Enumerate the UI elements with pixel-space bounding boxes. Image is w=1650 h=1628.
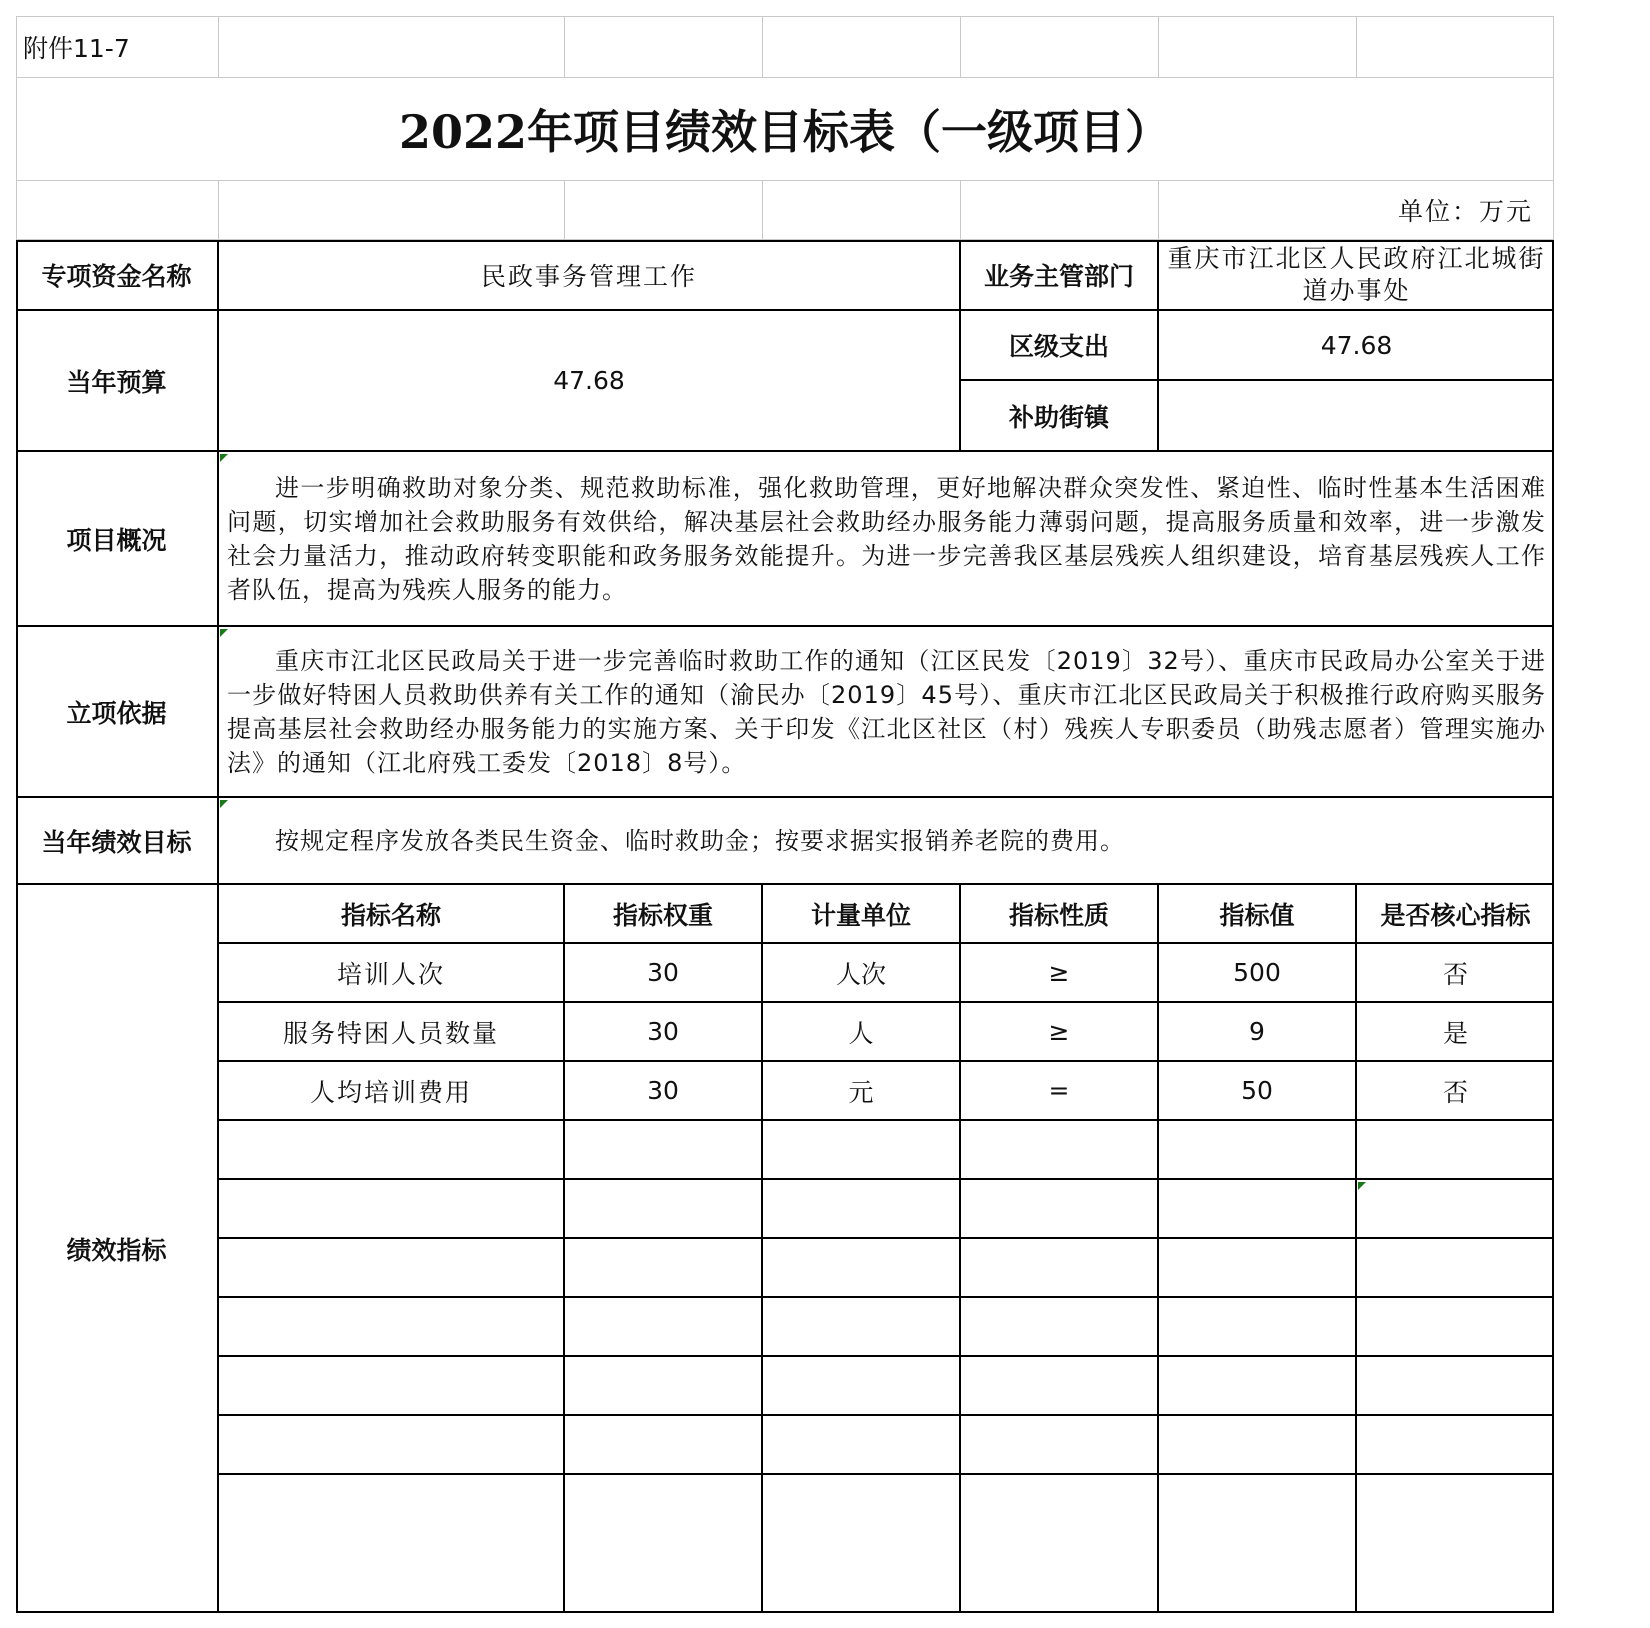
table-cell <box>1159 1416 1357 1475</box>
table-cell: 30 <box>565 944 763 1003</box>
empty-cell <box>763 181 961 240</box>
empty-cell <box>961 16 1159 78</box>
table-cell: 人均培训费用 <box>219 1062 565 1121</box>
table-cell: = <box>961 1062 1159 1121</box>
table-cell: 是 <box>1357 1003 1554 1062</box>
goal-label-cell <box>16 798 219 885</box>
overview-label: 项目概况 <box>66 525 167 555</box>
indicator-header-nature: 指标性质 <box>961 885 1159 944</box>
budget-value: 47.68 <box>553 366 625 395</box>
table-cell <box>565 1475 763 1613</box>
dept-label: 业务主管部门 <box>983 261 1134 291</box>
indicator-label-cell <box>16 885 219 1613</box>
table-cell <box>961 1416 1159 1475</box>
fund-name-label-cell <box>16 240 219 311</box>
indicator-header-name: 指标名称 <box>219 885 565 944</box>
table-cell: 人次 <box>763 944 961 1003</box>
table-cell <box>1357 1180 1554 1239</box>
budget-value-cell <box>219 311 961 452</box>
table-cell <box>565 1180 763 1239</box>
table-cell <box>565 1416 763 1475</box>
district-label: 区级支出 <box>1008 332 1109 361</box>
table-cell <box>961 1239 1159 1298</box>
performance-table <box>16 16 1635 1613</box>
unit-label: 单位：万元 <box>1397 197 1533 226</box>
district-value: 47.68 <box>1320 330 1393 360</box>
dept-label-cell <box>961 240 1159 311</box>
table-cell <box>1159 1239 1357 1298</box>
table-cell <box>961 1357 1159 1416</box>
indicator-label: 绩效指标 <box>66 1236 167 1265</box>
subsidy-label: 补助街镇 <box>1008 402 1109 432</box>
goal-text: 按规定程序发放各类民生资金、临时救助金；按要求据实报销养老院的费用。 <box>275 826 1125 855</box>
attachment-label: 附件11-7 <box>23 34 130 63</box>
table-cell <box>1159 1357 1357 1416</box>
comment-marker <box>220 454 228 462</box>
overview-cell <box>219 452 1554 627</box>
subsidy-label-cell <box>961 381 1159 452</box>
table-cell <box>1357 1298 1554 1357</box>
district-value-cell <box>1159 311 1554 381</box>
table-cell <box>565 1357 763 1416</box>
table-cell <box>219 1298 565 1357</box>
page-title: 2022年项目绩效目标表（一级项目） <box>398 105 1172 159</box>
indicator-header-weight: 指标权重 <box>565 885 763 944</box>
table-cell: 9 <box>1159 1003 1357 1062</box>
table-cell <box>219 1416 565 1475</box>
empty-cell <box>565 181 763 240</box>
table-cell <box>763 1121 961 1180</box>
overview-text: 进一步明确救助对象分类、规范救助标准，强化救助管理，更好地解决群众突发性、紧迫性、临时性基本生活困难问题，切实增加社会救助服务有效供给，解决基层社会救助经办服务能力薄弱问题，提高服务质量和效率，进一步激发社会力量活力，推动政府转变职能和政务服务效能提升。为进一步完善我区基层残疾人组织建设，培育基层残疾人工作者队伍，提高为残疾人服务的能力。 <box>227 473 1546 604</box>
indicator-header-core: 是否核心指标 <box>1357 885 1554 944</box>
table-cell <box>565 1121 763 1180</box>
table-cell: 否 <box>1357 1062 1554 1121</box>
basis-label-cell <box>16 627 219 798</box>
overview-label-cell <box>16 452 219 627</box>
table-cell <box>219 1180 565 1239</box>
table-cell <box>1159 1121 1357 1180</box>
district-label-cell <box>961 311 1159 381</box>
table-cell <box>763 1357 961 1416</box>
basis-label: 立项依据 <box>66 698 167 728</box>
table-cell <box>763 1416 961 1475</box>
indicator-header-value: 指标值 <box>1159 885 1357 944</box>
empty-cell <box>1159 16 1357 78</box>
goal-label: 当年绩效目标 <box>41 827 192 857</box>
empty-cell <box>16 181 219 240</box>
fund-name-cell <box>219 240 961 311</box>
dept-name: 重庆市江北区人民政府江北城街道办事处 <box>1167 243 1546 305</box>
fund-name-label: 专项资金名称 <box>41 261 192 291</box>
table-cell <box>961 1298 1159 1357</box>
table-cell: 500 <box>1159 944 1357 1003</box>
table-cell <box>1357 1121 1554 1180</box>
comment-marker <box>220 800 228 808</box>
table-cell <box>763 1239 961 1298</box>
table-cell <box>219 1475 565 1613</box>
table-cell <box>1357 1239 1554 1298</box>
empty-cell <box>219 181 565 240</box>
empty-cell <box>1357 16 1554 78</box>
table-cell <box>961 1180 1159 1239</box>
table-cell: 人 <box>763 1003 961 1062</box>
dept-name-cell <box>1159 240 1554 311</box>
table-cell: 50 <box>1159 1062 1357 1121</box>
table-cell <box>565 1298 763 1357</box>
table-cell <box>1159 1475 1357 1613</box>
table-cell <box>219 1121 565 1180</box>
table-cell <box>1357 1475 1554 1613</box>
table-cell: 培训人次 <box>219 944 565 1003</box>
table-cell <box>219 1239 565 1298</box>
unit-cell <box>1159 181 1554 240</box>
table-cell <box>1357 1416 1554 1475</box>
basis-text: 重庆市江北区民政局关于进一步完善临时救助工作的通知（江区民发〔2019〕32号）、重庆市民政局办公室关于进一步做好特困人员救助供养有关工作的通知（渝民办〔2019〕45号）、重庆市江北区民政局关于积极推行政府购买服务提高基层社会救助经办服务能力的实施方案、关于印发《江北区社区（村）残疾人专职委员（助残志愿者）管理实施办法》的通知（江北府残工委发〔2018〕8号）。 <box>227 646 1546 777</box>
table-cell: 30 <box>565 1062 763 1121</box>
goal-cell <box>219 798 1554 885</box>
table-cell: 服务特困人员数量 <box>219 1003 565 1062</box>
title-cell <box>16 78 1554 181</box>
empty-cell <box>763 16 961 78</box>
budget-label-cell <box>16 311 219 452</box>
table-cell: ≥ <box>961 944 1159 1003</box>
table-cell <box>961 1475 1159 1613</box>
budget-label: 当年预算 <box>66 367 167 397</box>
table-cell <box>1159 1298 1357 1357</box>
table-cell: 30 <box>565 1003 763 1062</box>
table-cell <box>961 1121 1159 1180</box>
table-cell <box>219 1357 565 1416</box>
comment-marker <box>220 629 228 637</box>
table-cell <box>1357 1357 1554 1416</box>
table-cell <box>565 1239 763 1298</box>
empty-cell <box>961 181 1159 240</box>
table-cell <box>763 1475 961 1613</box>
table-cell <box>1159 1180 1357 1239</box>
subsidy-value-cell <box>1159 381 1554 452</box>
table-cell <box>763 1180 961 1239</box>
attachment-label-cell <box>16 16 219 78</box>
fund-name: 民政事务管理工作 <box>480 261 697 291</box>
table-cell <box>763 1298 961 1357</box>
table-cell: ≥ <box>961 1003 1159 1062</box>
table-cell: 元 <box>763 1062 961 1121</box>
indicator-header-unit: 计量单位 <box>763 885 961 944</box>
empty-cell <box>219 16 565 78</box>
empty-cell <box>565 16 763 78</box>
comment-marker <box>1358 1182 1366 1190</box>
basis-cell <box>219 627 1554 798</box>
table-cell: 否 <box>1357 944 1554 1003</box>
